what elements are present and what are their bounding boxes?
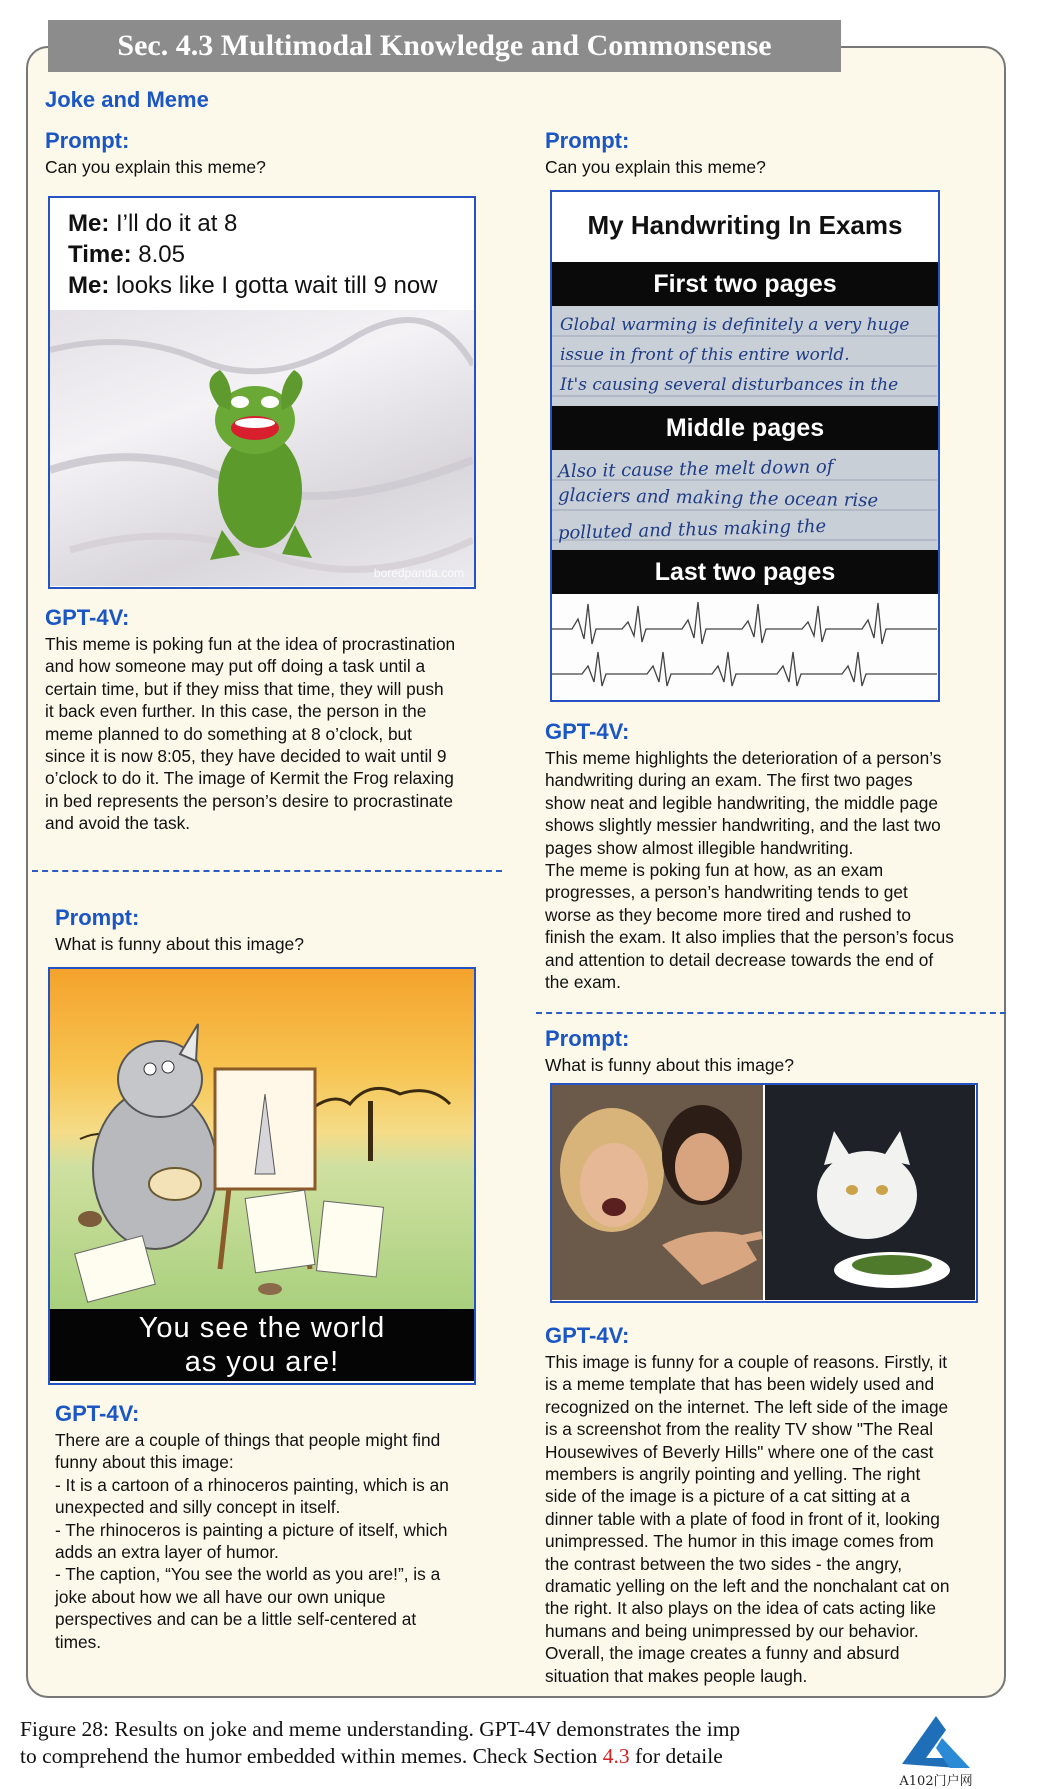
kermit-answer-text: This meme is poking fun at the idea of procrastination and how someone may put off doing a task until a certain time, but if they miss that time, they will push it back even further. In this case, the person in the meme planned to do something at 8 o’clock, but since it is now 8:05, they have decided to wait until 9 o’clock to do it. The image of Kermit the Frog relaxing in bed represents the person’s desire to procrastinate and avoid the task. — [45, 634, 456, 834]
svg-text:Also it cause the melt down of: Also it cause the melt down of — [557, 456, 834, 483]
rhino-prompt-label: Prompt: — [55, 905, 140, 930]
section-title: Sec. 4.3 Multimodal Knowledge and Commonsense — [48, 20, 841, 72]
kermit-answer-label: GPT-4V: — [45, 605, 130, 630]
cat-prompt-text: What is funny about this image? — [545, 1055, 795, 1075]
kermit-meme-caption: Me: I’ll do it at 8 Time: 8.05 Me: looks like I gotta wait till 9 now — [68, 210, 438, 299]
svg-text:glaciers and making the ocean: glaciers and making the ocean rise — [557, 484, 879, 512]
kermit-prompt-label: Prompt: — [45, 128, 130, 153]
kermit-meme-image — [48, 196, 476, 589]
site-logo-text: A102门户网 — [899, 1774, 973, 1789]
handwriting-answer-text: This meme highlights the deterioration of a person’s handwriting during an exam. The first two pages show neat and legible handwriting, the middle page shows slightly messier handwriting, and the last two pages show almost illegible handwriting. The meme is poking fun at how, as an exam progresses, a person’s handwriting tends to get worse as they become more tired and rushed to finish the exam. It also implies that the person’s focus and attention to detail decrease towards the end of the exam. — [545, 748, 954, 993]
cat-answer-text: This image is funny for a couple of reasons. Firstly, it is a meme template that has been widely used and recognized on the internet. The left side of the image is a screenshot from the reality TV show "The Real Housewives of Beverly Hills" where one of the cast members is angrily pointing and yelling. The right side of the image is a picture of a cat sitting at a dinner table with a plate of food in front of it, looking unimpressed. The humor in this image comes from the contrast between the two sides - the angry, dramatic yelling on the left and the nonchalant cat on the right. It also plays on the idea of cats acting like humans and being unimpressed by our behavior. Overall, the image creates a funny and absurd situation that makes people laugh. — [545, 1352, 950, 1686]
cat-prompt-label: Prompt: — [545, 1026, 630, 1051]
handwriting-ecg-sample — [552, 594, 938, 699]
handwriting-meme-title: My Handwriting In Exams — [552, 192, 938, 258]
rhino-caption: You see the world as you are! — [50, 1309, 474, 1381]
cat-answer-label: GPT-4V: — [545, 1323, 630, 1348]
rhino-cartoon-image — [48, 967, 476, 1385]
subsection-heading: Joke and Meme — [45, 87, 209, 112]
svg-text:Global warming is definitely a: Global warming is definitely a very huge — [560, 315, 910, 335]
left-divider — [32, 870, 502, 872]
handwriting-bar-middle: Middle pages — [552, 406, 938, 450]
right-divider — [536, 1012, 1006, 1014]
handwriting-bar-last: Last two pages — [552, 550, 938, 594]
svg-text:It's causing several disturban: It's causing several disturbances in the — [560, 375, 899, 395]
kermit-watermark: boredpanda.com — [373, 566, 464, 580]
handwriting-messy-sample — [552, 450, 938, 550]
handwriting-meme-image — [550, 190, 940, 702]
kermit-bed-photo — [50, 310, 474, 586]
rhino-cartoon-scene — [50, 969, 474, 1309]
handwriting-answer-label: GPT-4V: — [545, 719, 630, 744]
svg-text:issue in front of this entire: issue in front of this entire world. — [560, 345, 850, 365]
site-logo — [892, 1712, 980, 1788]
handwriting-prompt-text: Can you explain this meme? — [545, 157, 766, 177]
handwriting-neat-sample — [552, 306, 938, 406]
figure-caption: Figure 28: Results on joke and meme understanding. GPT-4V demonstrates the imp to comprehend the humor embedded within memes. Check Section 4.3 for detaile — [20, 1717, 741, 1768]
rhino-answer-label: GPT-4V: — [55, 1401, 140, 1426]
handwriting-bar-first: First two pages — [552, 262, 938, 306]
section-ref-link[interactable]: 4.3 — [602, 1744, 630, 1768]
kermit-prompt-text: Can you explain this meme? — [45, 157, 266, 177]
woman-yelling-at-cat-image — [550, 1083, 978, 1303]
rhino-prompt-text: What is funny about this image? — [55, 934, 305, 954]
rhino-answer-text: There are a couple of things that people might find funny about this image: - It is a cartoon of a rhinoceros painting, which is an unexpected and silly concept in itself. - The rhinoceros is painting a picture of itself, which adds an extra layer of humor. - The caption, “You see the world as you are!”, is a joke about how we all have our own unique perspectives and can be a little self-centered at times. — [55, 1430, 449, 1652]
handwriting-prompt-label: Prompt: — [545, 128, 630, 153]
svg-text:polluted and thus making the: polluted and thus making the — [557, 515, 827, 544]
